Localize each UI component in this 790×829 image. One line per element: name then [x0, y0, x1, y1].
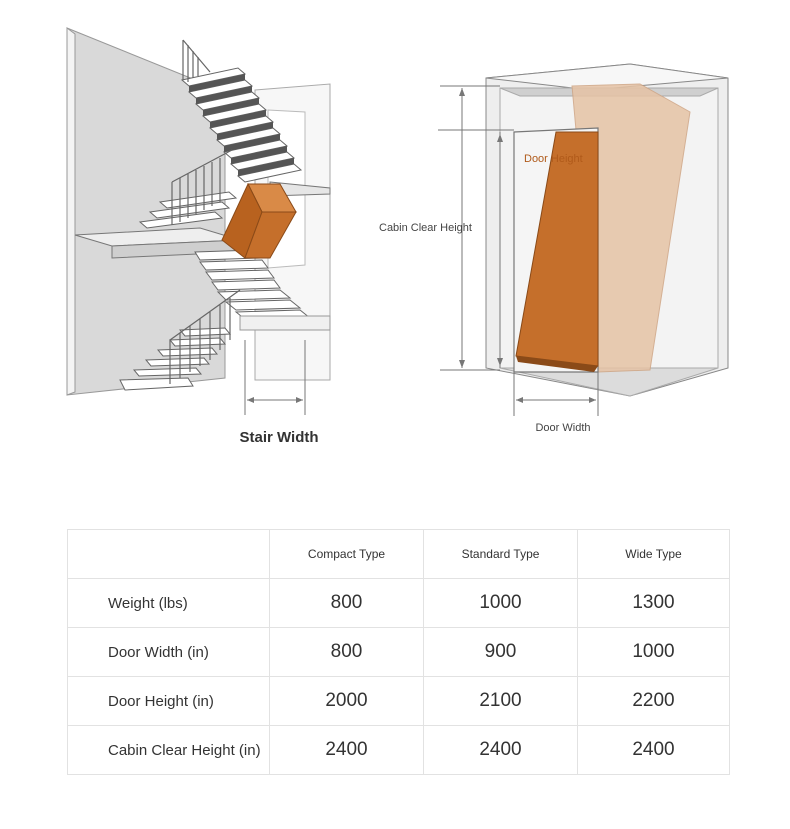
table-header-row [68, 530, 730, 579]
cabin-clear-height-label: Cabin Clear Height [379, 222, 472, 234]
table-cell: 900 [424, 628, 578, 677]
header-wide-type: Wide Type [578, 530, 730, 579]
header-compact-type: Compact Type [270, 530, 424, 579]
table-cell: 2400 [270, 726, 424, 775]
row-label-cabin-clear-height: Cabin Clear Height (in) [68, 726, 270, 775]
header-cell-empty [68, 530, 270, 579]
door-width-label: Door Width [535, 422, 591, 434]
table-cell: 800 [270, 579, 424, 628]
cabin-illustration [379, 64, 728, 434]
table-row [68, 628, 730, 677]
row-label-door-height: Door Height (in) [68, 677, 270, 726]
table-cell: 2100 [424, 677, 578, 726]
spec-table [67, 529, 730, 775]
table-cell: 2400 [424, 726, 578, 775]
table-cell: 800 [270, 628, 424, 677]
header-standard-type: Standard Type [424, 530, 578, 579]
table-cell: 1000 [578, 628, 730, 677]
row-label-weight: Weight (lbs) [68, 579, 270, 628]
table-cell: 2200 [578, 677, 730, 726]
table-cell: 2000 [270, 677, 424, 726]
staircase-illustration [67, 28, 330, 446]
row-label-door-width: Door Width (in) [68, 628, 270, 677]
table-row [68, 726, 730, 775]
table-row [68, 677, 730, 726]
table-cell: 1300 [578, 579, 730, 628]
table-cell: 1000 [424, 579, 578, 628]
table-row [68, 579, 730, 628]
door-height-label: Door Height [524, 153, 583, 165]
table-cell: 2400 [578, 726, 730, 775]
stair-width-label: Stair Width [239, 429, 319, 446]
